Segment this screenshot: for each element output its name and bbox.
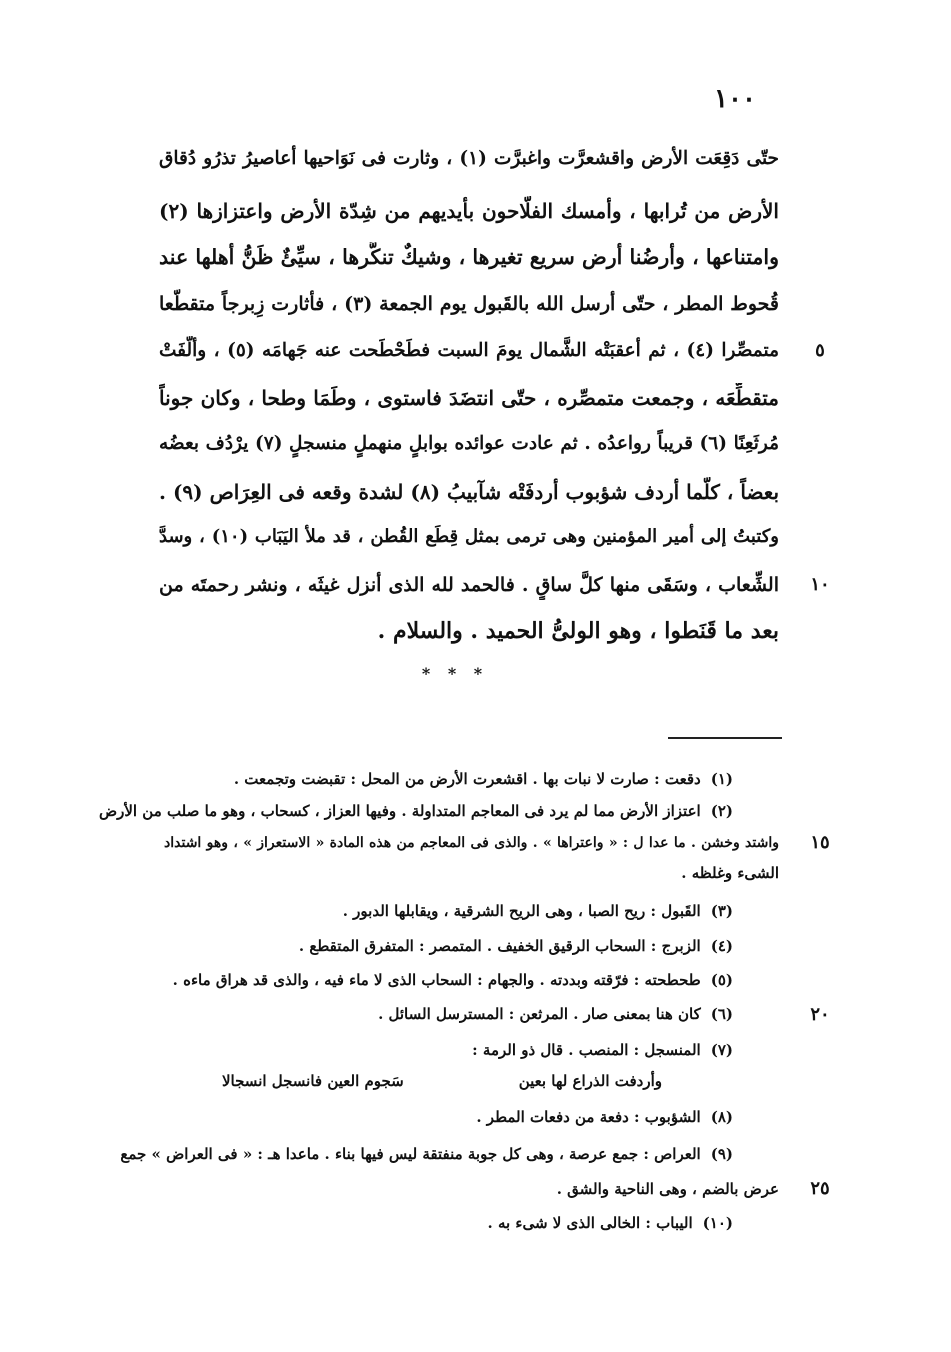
text-line: حتّى دَقِعَت الأرض واقشعرَّت واغبرَّت (١) ، وثارت فى نَوَاحيها أعاصيرُ تذرُو دُقاق bbox=[159, 148, 779, 169]
footnote-number: (٤) bbox=[710, 937, 733, 955]
text-line: متمصِّرا (٤) ، ثم أعقبَتْه الشَّمال يومَ السبت فطَحْطَحت عنه جَهامَه (٥) ، وألَّفَتْ bbox=[159, 340, 779, 361]
footnote-number: (٣) bbox=[710, 902, 733, 920]
footnote-rule bbox=[668, 737, 782, 739]
footnote-text: القَبول : ريح الصبا ، وهى الريح الشرقية ، ويقابلها الدبور . bbox=[342, 902, 701, 920]
text-line: وامتناعها ، وأرضُنا أرض سريع تغيرها ، وشيكٌ تنكُّرها ، سيِّئٌ ظَنُّ أهلها عند bbox=[159, 245, 779, 269]
text-line: بعضاً ، كلّما أردف شؤبوب أردفَتْه شآبيبُ (٨) لشدة وقعه فى العِرَاص (٩) . bbox=[159, 480, 779, 504]
footnote-number: (١٠) bbox=[702, 1214, 733, 1232]
verse-second-hemistich: سَجوم العين فانسجل انسجالا bbox=[222, 1072, 404, 1090]
footnote-number: (٥) bbox=[710, 971, 733, 989]
verse-first-hemistich: وأردفت الذراع لها بعين bbox=[518, 1072, 662, 1090]
footnote-text: كان هنا بمعنى صار . المرثعن : المسترسل السائل . bbox=[378, 1005, 701, 1023]
footnote bbox=[378, 1003, 733, 1027]
line-number: ٢٠ bbox=[810, 1004, 830, 1025]
footnote-number: (٦) bbox=[710, 1005, 733, 1023]
footnote-text: طحطحته : فرّقته وبددته . والجهام : السحاب الذى لا ماء فيه ، والذى قد هراق ماءه . bbox=[172, 971, 701, 989]
line-number: ٥ bbox=[815, 340, 825, 361]
footnote bbox=[299, 935, 733, 959]
footnote-continuation: الشىء وغلظه . bbox=[681, 864, 779, 882]
footnote bbox=[488, 1212, 733, 1236]
text-line: متقطِّعَه ، وجمعت متمصِّره ، حتّى انتضَدَ فاستوى ، وطَمَا وطحا ، وكان جوناً bbox=[159, 386, 779, 410]
text-line: بعد ما قَنَطوا ، وهو الولىُّ الحميد . والسلام . bbox=[377, 618, 779, 644]
footnote-text: الشؤبوب : دفعة من دفعات المطر . bbox=[476, 1108, 701, 1126]
footnote-text: العراص : جمع عرصة ، وهى كل جوبة منفتقة ليس فيها بناء . ماعدا هـ : « فى العراض » جمع bbox=[120, 1145, 701, 1163]
text-line: مُرثَعِنًا (٦) قريباً رواعدُه . ثم عادت عوائده بوابلٍ منهملٍ منسجلٍ (٧) يرْدُف بعضُه bbox=[159, 433, 779, 454]
footnote-text: الزبرج : السحاب الرقيق الخفيف . المتمصر : المتفرق المتقطع . bbox=[298, 937, 701, 955]
footnote-continuation: واشتد وخشن . ما عدا ل : « واعتراها » . والذى فى المعاجم من هذه المادة « الاستعراز » ، وهو اشتداد bbox=[164, 835, 779, 851]
footnote-number: (٢) bbox=[710, 802, 733, 820]
footnote-text: المنسجل : المنصب . قال ذو الرمة : bbox=[472, 1041, 701, 1059]
page-number: ١٠٠ bbox=[714, 84, 756, 114]
section-separator: * * * bbox=[421, 664, 489, 683]
footnote-number: (٨) bbox=[710, 1108, 733, 1126]
text-line: قُحوط المطر ، حتّى أرسل الله بالقَبول يوم الجمعة (٣) ، فأثارت زِبرجاً متقطّعا bbox=[159, 293, 779, 315]
footnote-text: دقعت : صارت لا نبات بها . اقشعرت الأرض من المحل : تقبضت وتجمعت . bbox=[233, 770, 701, 788]
text-line: الأرض من تُرابها ، وأمسك الفلّاحون بأيديهم من شِدّة الأرض واعتزازها (٢) bbox=[159, 199, 779, 223]
footnote bbox=[173, 969, 733, 993]
footnote-text: اليباب : الخالى الذى لا شىء به . bbox=[487, 1214, 693, 1232]
line-number: ١٥ bbox=[810, 832, 830, 853]
footnote-continuation: عرض بالضم ، وهى الناحية والشق . bbox=[556, 1180, 779, 1198]
footnote bbox=[99, 800, 733, 824]
text-line: وكتبتُ إلى أمير المؤمنين وهى ترمى بمثل قِطَع القُطن ، قد ملأ اليَبَاب (١٠) ، وسدَّ bbox=[159, 526, 779, 547]
footnote bbox=[472, 1039, 733, 1063]
footnote-number: (١) bbox=[710, 770, 733, 788]
footnote bbox=[476, 1106, 733, 1130]
footnote-number: (٩) bbox=[710, 1145, 733, 1163]
text-line: الشِّعاب ، وسَقَى منها كلَّ ساقٍ . فالحمد لله الذى أنزل غيثَه ، ونشر رحمتَه من bbox=[159, 574, 779, 596]
footnote-number: (٧) bbox=[710, 1041, 733, 1059]
footnote-text: اعتزاز الأرض مما لم يرد فى المعاجم المتداولة . وفيها العزاز ، كسحاب ، وهو ما صلب من الأرض bbox=[98, 802, 701, 820]
footnote bbox=[343, 900, 733, 924]
line-number: ٢٥ bbox=[810, 1178, 830, 1199]
footnote bbox=[120, 1143, 733, 1167]
footnote bbox=[234, 768, 733, 792]
line-number: ١٠ bbox=[810, 574, 830, 595]
